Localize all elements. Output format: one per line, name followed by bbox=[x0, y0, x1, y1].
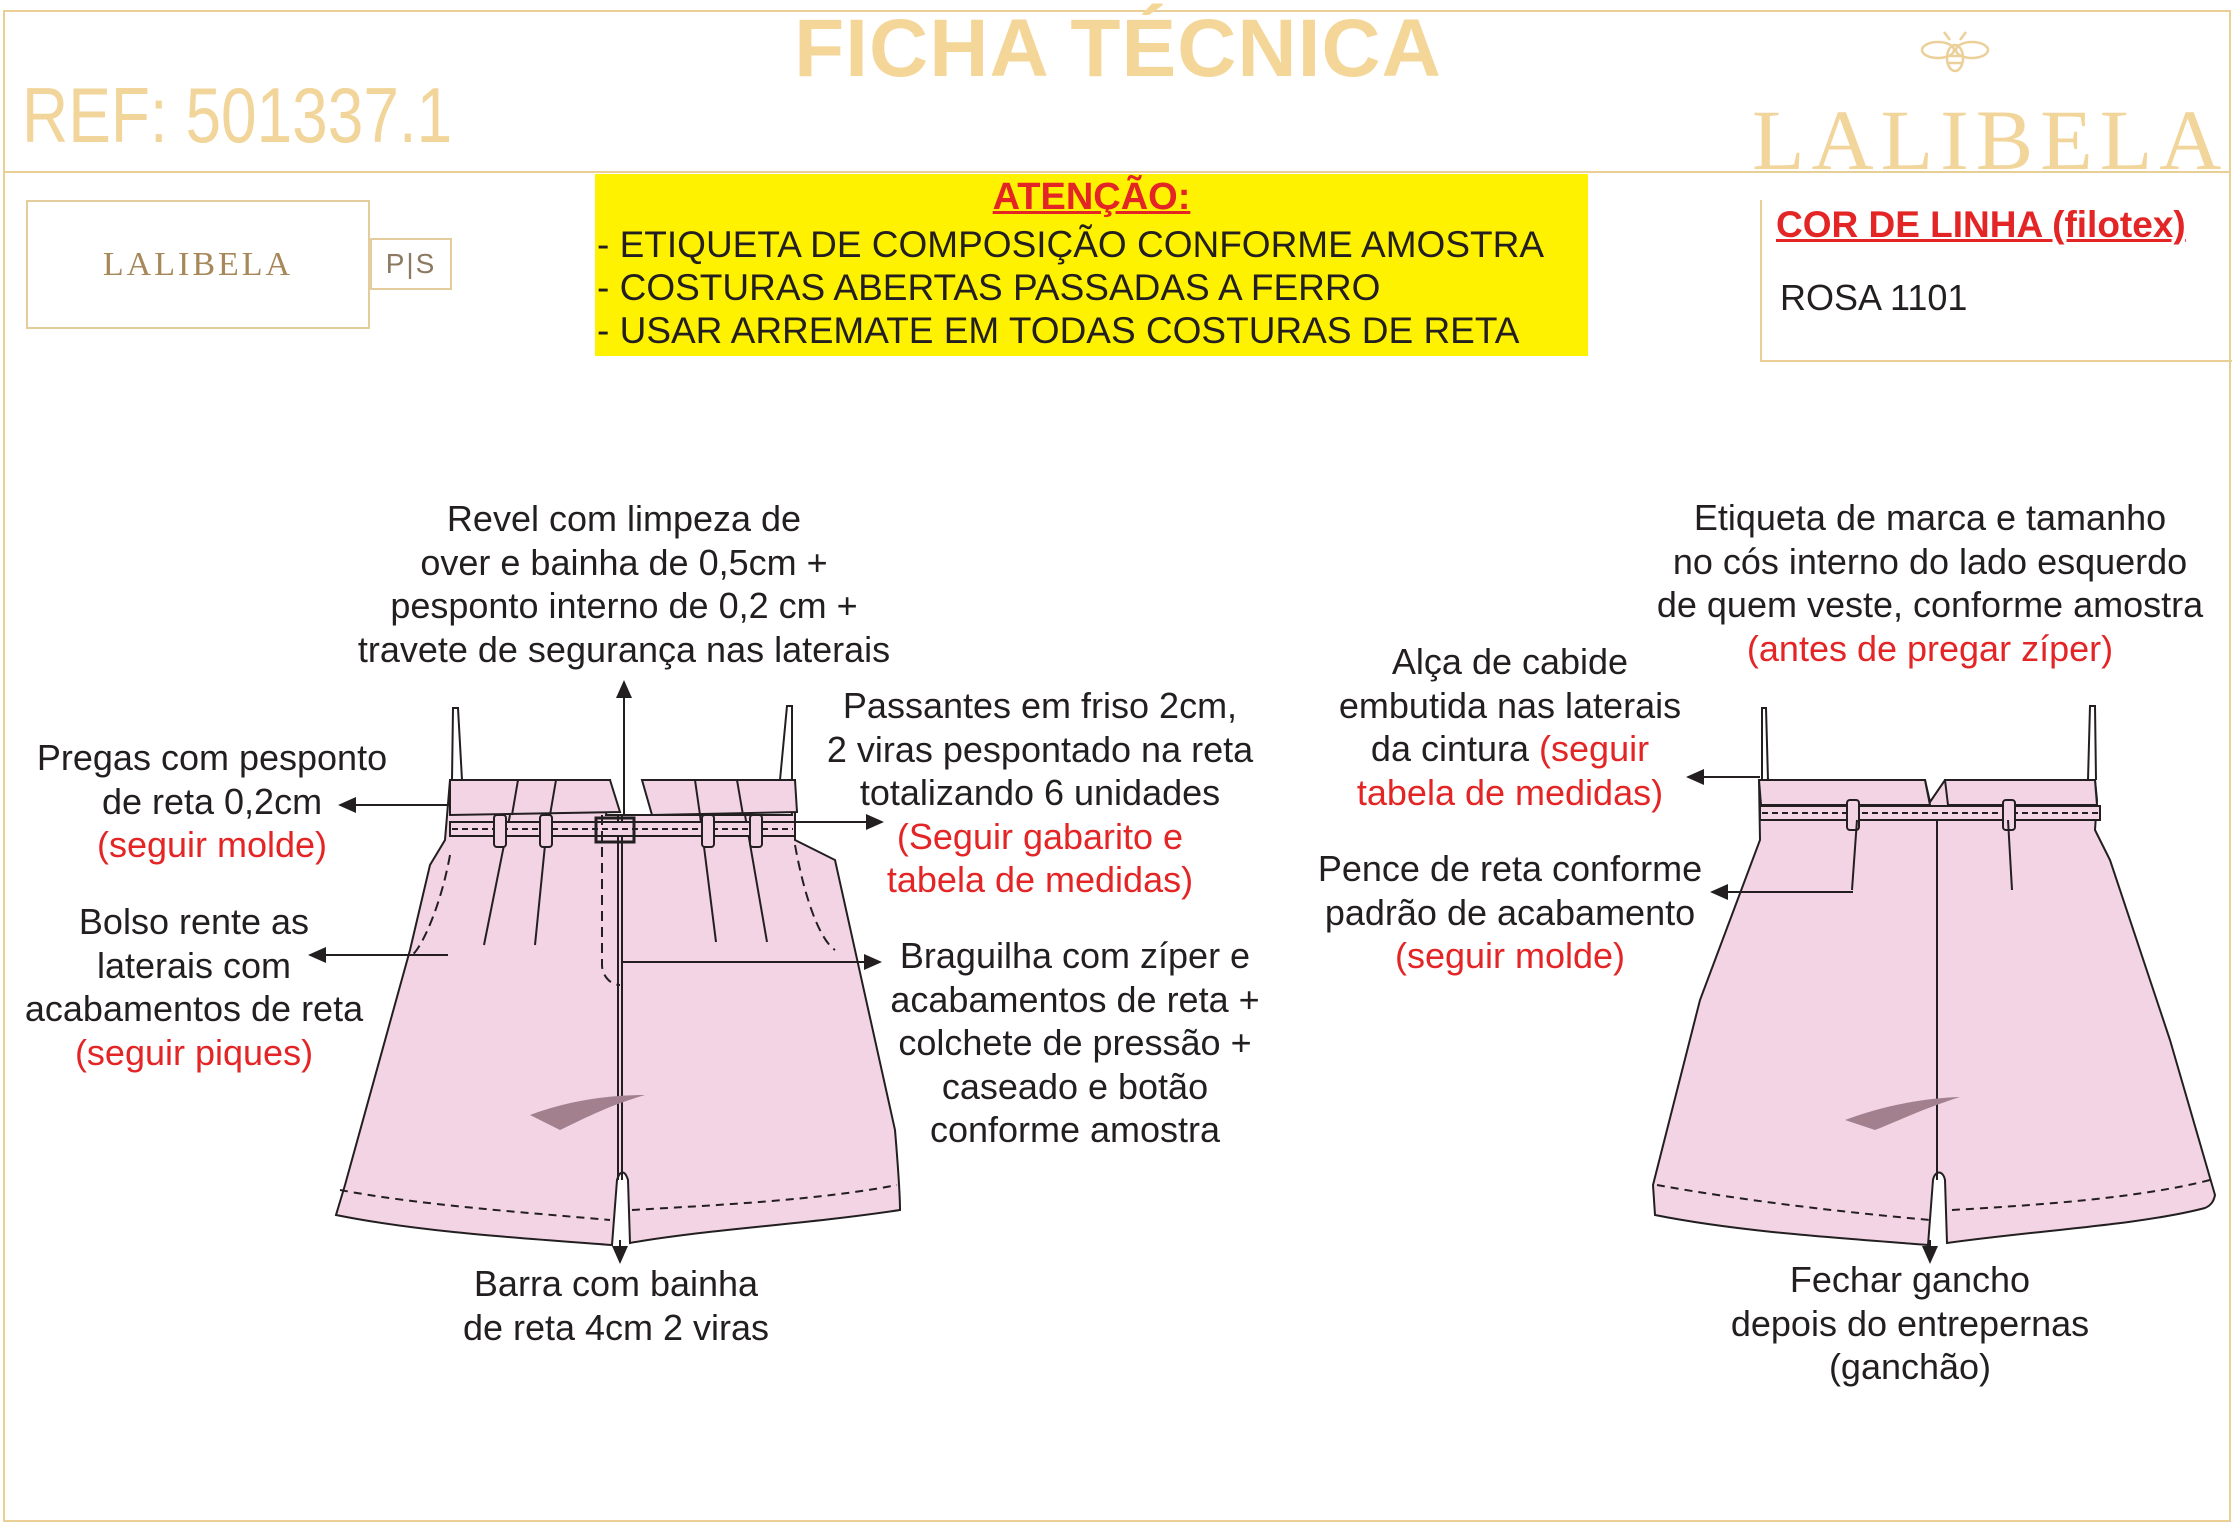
note-line: Pence de reta conforme bbox=[1317, 848, 1703, 889]
note-line-red: (Seguir gabarito e bbox=[896, 815, 1184, 857]
note-line: 2 viras pespontado na reta bbox=[826, 728, 1254, 770]
note-line: padrão de acabamento bbox=[1324, 891, 1696, 933]
note-line: acabamentos de reta + bbox=[890, 978, 1260, 1020]
attention-line: - COSTURAS ABERTAS PASSADAS A FERRO bbox=[597, 267, 1381, 308]
note-line: Alça de cabide bbox=[1391, 641, 1629, 682]
note-line: Passantes em friso 2cm, bbox=[842, 685, 1238, 726]
note-line: da cintura bbox=[1370, 728, 1540, 769]
brand-logo: LALIBELA bbox=[1752, 92, 2229, 188]
note-line: de quem veste, conforme amostra bbox=[1656, 584, 2204, 625]
attention-line: - ETIQUETA DE COMPOSIÇÃO CONFORME AMOSTRA bbox=[597, 224, 1545, 265]
note-line: conforme amostra bbox=[929, 1109, 1221, 1150]
note-line: colchete de pressão + bbox=[898, 1022, 1252, 1063]
note-line: caseado e botão bbox=[941, 1065, 1209, 1107]
note-line: Bolso rente as bbox=[78, 901, 310, 942]
note-line: Etiqueta de marca e tamanho bbox=[1693, 497, 2167, 538]
note-line-red: (seguir molde) bbox=[96, 824, 328, 865]
note-line-red: tabela de medidas) bbox=[886, 859, 1194, 900]
note-line: depois do entrepernas bbox=[1730, 1302, 2090, 1344]
note-line-red: (seguir piques) bbox=[74, 1031, 314, 1073]
note-alca bbox=[1290, 640, 1730, 814]
note-line: Pregas com pesponto bbox=[36, 737, 388, 778]
note-braguilha bbox=[855, 934, 1295, 1152]
note-line: Barra com bainha bbox=[473, 1263, 759, 1304]
note-barra bbox=[416, 1262, 816, 1349]
page-title: FICHA TÉCNICA bbox=[794, 3, 1442, 94]
note-line: totalizando 6 unidades bbox=[859, 772, 1221, 813]
note-revel bbox=[324, 497, 924, 671]
thread-color-value: ROSA 1101 bbox=[1780, 277, 1968, 318]
label-brand-text: LALIBELA bbox=[102, 245, 294, 283]
back-view-shorts bbox=[1653, 706, 2215, 1245]
note-line: over e bainha de 0,5cm + bbox=[420, 541, 828, 583]
note-line-red: (seguir bbox=[1539, 728, 1650, 769]
note-passantes bbox=[800, 684, 1280, 902]
note-line: laterais com bbox=[96, 944, 292, 986]
note-line: Braguilha com zíper e bbox=[899, 935, 1251, 976]
attention-line: - USAR ARREMATE EM TODAS COSTURAS DE RETA bbox=[597, 310, 1520, 351]
attention-title: ATENÇÃO: bbox=[992, 176, 1191, 218]
note-line: pesponto interno de 0,2 cm + bbox=[390, 585, 858, 626]
note-line: de reta 4cm 2 viras bbox=[462, 1306, 770, 1348]
note-line-red: tabela de medidas) bbox=[1356, 771, 1664, 813]
size-label: P|S bbox=[370, 238, 452, 290]
note-line: embutida nas laterais bbox=[1338, 684, 1682, 726]
reference-code: REF: 501337.1 bbox=[22, 71, 453, 159]
note-line: Fechar gancho bbox=[1789, 1259, 2031, 1300]
thread-color-title: COR DE LINHA (filotex) bbox=[1776, 204, 2186, 245]
note-pence bbox=[1290, 847, 1730, 978]
note-bolso bbox=[4, 900, 384, 1074]
note-line-red: (antes de pregar zíper) bbox=[1746, 627, 2114, 669]
note-line: acabamentos de reta bbox=[24, 988, 364, 1029]
note-line: Revel com limpeza de bbox=[446, 498, 802, 539]
note-line: travete de segurança nas laterais bbox=[357, 628, 891, 670]
note-line: de reta 0,2cm bbox=[101, 780, 323, 822]
note-line-red: (seguir molde) bbox=[1394, 935, 1626, 976]
note-pregas bbox=[12, 736, 412, 867]
note-gancho bbox=[1700, 1258, 2120, 1389]
note-line: no cós interno do lado esquerdo bbox=[1672, 540, 2188, 582]
note-line: (ganchão) bbox=[1828, 1346, 1992, 1387]
